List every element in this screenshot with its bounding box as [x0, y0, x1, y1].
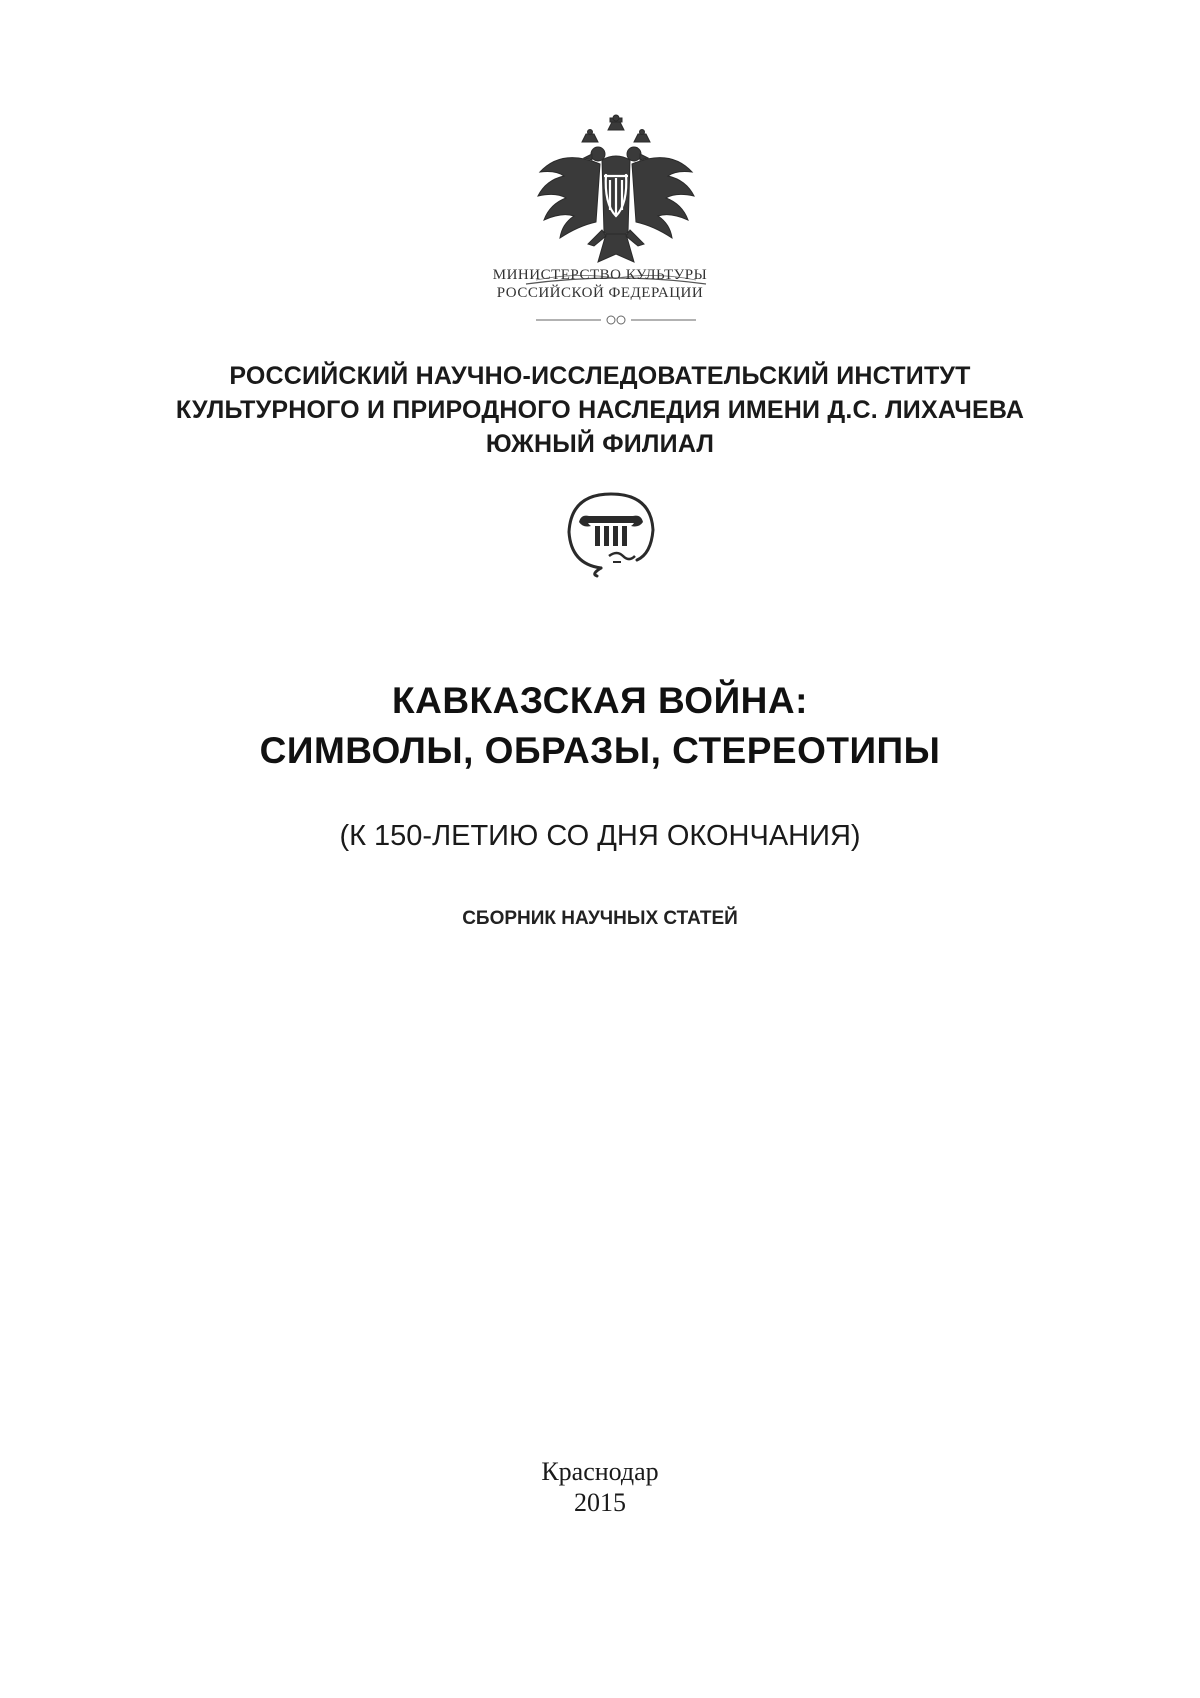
- book-title: [0, 676, 1200, 776]
- institute-name-line1: РОССИЙСКИЙ НАУЧНО-ИССЛЕДОВАТЕЛЬСКИЙ ИНСТИТУТ: [229, 362, 971, 390]
- book-title-line2: СИМВОЛЫ, ОБРАЗЫ, СТЕРЕОТИПЫ: [259, 730, 941, 771]
- institute-name: [0, 359, 1200, 461]
- institute-name-line2: КУЛЬТУРНОГО И ПРИРОДНОГО НАСЛЕДИЯ ИМЕНИ Д.С. ЛИХАЧЕВА: [175, 396, 1025, 424]
- book-title-line1: КАВКАЗСКАЯ ВОЙНА:: [392, 680, 808, 721]
- column-capital-logo-icon: [561, 488, 661, 578]
- book-subtitle: (К 150-ЛЕТИЮ СО ДНЯ ОКОНЧАНИЯ): [339, 820, 861, 852]
- book-genre: СБОРНИК НАУЧНЫХ СТАТЕЙ: [462, 908, 738, 929]
- imprint-city: Краснодар: [541, 1457, 659, 1486]
- imprint-year: 2015: [574, 1488, 626, 1517]
- ministry-name-line1: МИНИСТЕРСТВО КУЛЬТУРЫ: [492, 267, 708, 283]
- ministry-name-line2: РОССИЙСКОЙ ФЕДЕРАЦИИ: [496, 285, 704, 301]
- institute-branch: ЮЖНЫЙ ФИЛИАЛ: [485, 430, 715, 458]
